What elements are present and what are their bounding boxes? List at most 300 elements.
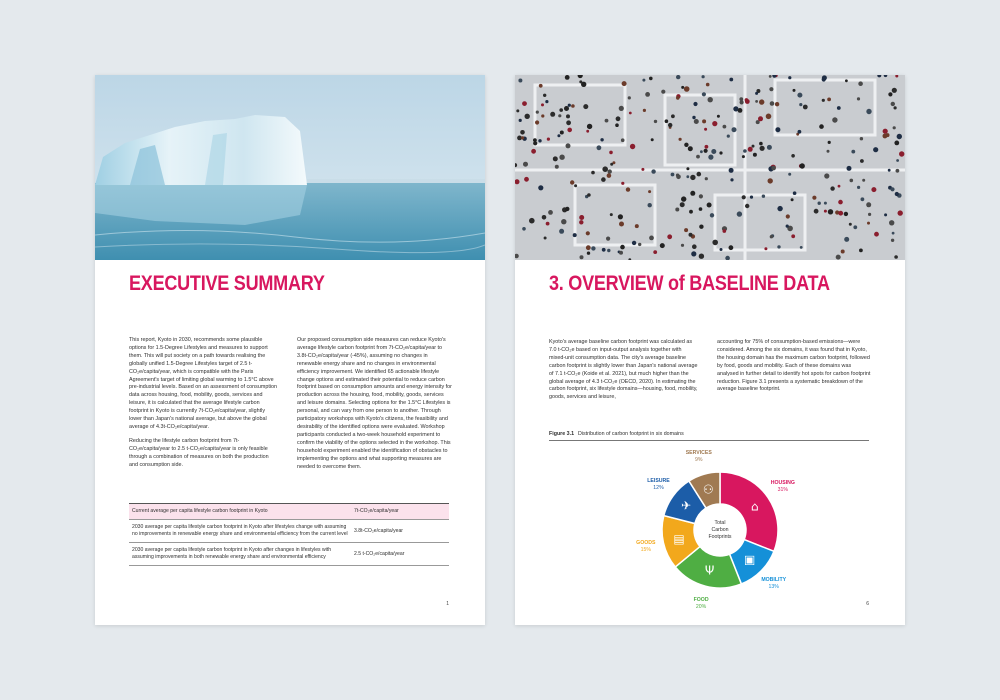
- person-dot: [729, 168, 734, 173]
- person-dot: [618, 214, 623, 219]
- person-dot: [521, 136, 524, 139]
- figure-caption: [549, 431, 869, 441]
- person-dot: [702, 75, 705, 78]
- body-column-2: [717, 339, 872, 400]
- person-dot: [635, 224, 639, 228]
- person-dot: [758, 116, 763, 121]
- iceberg-photo: [95, 75, 485, 260]
- person-dot: [702, 119, 706, 123]
- person-dot: [895, 192, 899, 196]
- slice-label-housing: [769, 480, 797, 494]
- person-dot: [676, 96, 680, 100]
- person-dot: [579, 215, 584, 220]
- person-dot: [654, 120, 657, 123]
- person-dot: [729, 245, 734, 250]
- person-dot: [638, 243, 641, 246]
- person-dot: [692, 244, 697, 249]
- slice-percent: 12%: [653, 485, 664, 492]
- person-dot: [573, 233, 577, 237]
- person-dot: [712, 121, 717, 126]
- person-dot: [697, 172, 702, 177]
- person-dot: [546, 222, 550, 226]
- slice-label-services: [685, 450, 713, 464]
- person-dot: [566, 114, 570, 118]
- person-dot: [571, 104, 575, 108]
- slice-percent: 20%: [695, 603, 707, 610]
- person-dot: [838, 200, 843, 205]
- person-dot: [547, 138, 550, 141]
- paragraph: Reducing the lifestyle carbon footprint from 7t-CO₂e/capita/year to 2.5 t-CO₂e/capita/year is only feasible through a combination of measures on both the production and consumption side.: [129, 437, 269, 468]
- person-dot: [538, 185, 543, 190]
- person-dot: [648, 203, 652, 207]
- shopping-bag-icon: ▤: [673, 532, 685, 547]
- person-dot: [803, 105, 808, 110]
- person-dot: [873, 147, 878, 152]
- person-dot: [550, 112, 555, 117]
- person-dot: [568, 104, 571, 107]
- person-dot: [786, 214, 790, 218]
- person-dot: [597, 145, 602, 150]
- person-dot: [862, 179, 865, 182]
- person-dot: [732, 127, 737, 132]
- person-dot: [621, 138, 625, 142]
- person-dot: [702, 92, 706, 96]
- person-dot: [533, 138, 537, 142]
- person-dot: [520, 130, 525, 135]
- person-dot: [694, 119, 699, 124]
- person-dot: [620, 245, 625, 250]
- body-column-2: [297, 337, 452, 477]
- person-dot: [770, 235, 773, 238]
- person-dot: [828, 141, 831, 144]
- person-dot: [686, 167, 689, 170]
- person-dot: [689, 233, 693, 237]
- person-dot: [791, 234, 795, 238]
- person-dot: [522, 101, 527, 106]
- person-dot: [690, 175, 695, 180]
- person-dot: [777, 245, 780, 248]
- person-dot: [775, 102, 779, 106]
- person-dot: [798, 130, 802, 134]
- person-dot: [729, 78, 733, 82]
- person-dot: [660, 243, 665, 248]
- table-row: [129, 520, 449, 543]
- person-dot: [871, 187, 876, 192]
- person-dot: [616, 116, 621, 121]
- person-dot: [607, 173, 612, 178]
- person-dot: [686, 175, 689, 178]
- person-dot: [523, 162, 528, 167]
- person-dot: [645, 92, 650, 97]
- person-dot: [671, 114, 675, 118]
- table-row: [129, 504, 449, 520]
- person-dot: [851, 150, 855, 154]
- person-dot: [867, 222, 870, 225]
- person-dot: [894, 255, 898, 259]
- person-dot: [648, 190, 651, 193]
- person-dot: [555, 165, 559, 169]
- person-dot: [543, 94, 546, 97]
- person-dot: [850, 179, 854, 183]
- slice-label-mobility: [760, 577, 788, 591]
- person-dot: [828, 209, 833, 214]
- person-dot: [609, 151, 613, 155]
- person-dot: [587, 252, 590, 255]
- person-dot: [892, 88, 897, 93]
- person-dot: [580, 255, 584, 259]
- person-dot: [544, 237, 547, 240]
- person-dot: [755, 100, 758, 103]
- person-dot: [775, 127, 780, 132]
- person-dot: [896, 159, 899, 162]
- person-dot: [630, 144, 635, 149]
- person-dot: [824, 173, 829, 178]
- person-dot: [651, 138, 654, 141]
- person-dot: [529, 218, 535, 224]
- person-dot: [793, 89, 796, 92]
- person-dot: [516, 109, 519, 112]
- paragraph: This report, Kyoto in 2030, recommends some plausible options for 1.5-Degree Lifestyles and measures to support them. This will put society on a path towards realising the globally unified 1.5-Degree Lifestyles target of 2.5 t-CO₂e/capita/year, which is compatible with the Paris Agreement's target of limiting global warming to 1.5°C above pre-industrial levels. Based on an assessment of consumption data across housing, food, mobility, goods, services and leisure, it is calculated that the average lifestyle carbon footprint in Kyoto is currently 7t-CO₂e/capita/year, slightly lower than Japan's national average, but above the global average of 4.3t-CO₂e/capita/year.: [129, 337, 278, 430]
- person-dot: [628, 96, 631, 99]
- person-dot: [786, 225, 789, 228]
- person-dot: [559, 155, 564, 160]
- person-dot: [641, 168, 644, 171]
- person-dot: [797, 93, 802, 98]
- person-dot: [800, 163, 805, 168]
- person-dot: [684, 86, 690, 92]
- person-dot: [676, 174, 679, 177]
- person-dot: [619, 222, 624, 227]
- person-dot: [898, 210, 903, 215]
- person-dot: [845, 79, 848, 82]
- person-dot: [720, 248, 723, 251]
- body-column-1: [129, 337, 279, 476]
- person-dot: [558, 114, 561, 117]
- crowd-photo: [515, 75, 905, 260]
- person-dot: [800, 246, 803, 249]
- person-dot: [591, 246, 595, 250]
- house-icon: ⌂: [750, 499, 759, 514]
- slice-label-leisure: [645, 478, 673, 492]
- person-dot: [769, 75, 772, 78]
- person-dot: [692, 116, 695, 119]
- page-number: 1: [446, 601, 449, 607]
- person-dot: [610, 163, 613, 166]
- person-dot: [559, 229, 564, 234]
- person-dot: [705, 177, 708, 180]
- person-dot: [629, 112, 632, 115]
- person-dot: [691, 251, 696, 256]
- person-dot: [643, 109, 646, 112]
- person-dot: [893, 126, 896, 129]
- person-dot: [681, 196, 686, 201]
- paragraph: Our proposed consumption side measures can reduce Kyoto's average lifestyle carbon footprint from 7t-CO₂e/capita/year to 3.8t-CO₂e/capita/year (-45%), assuming no changes in renewable energy share and no changes in environmental efficiency improvement. We identified 65 actionable lifestyle change options and estimated their potential to reduce carbon footprint based on consumption amounts and energy intensity for production across the housing, food, mobility, goods, services and leisure domains. Selecting options for the 1.5°C Lifestyles is personal, and can vary from one person to another. Through participatory workshops with Kyoto's citizens, the feasibility and desirability of the identified options were evaluated. Workshop participants conducted a two-week household experiment to confirm the viability of the options selected in the workshop. This household experiment enabled the identification of obstacles to implementing the options and what supporting measures are needed to overcome them.: [297, 337, 452, 470]
- person-dot: [565, 207, 569, 211]
- person-dot: [737, 211, 742, 216]
- person-dot: [759, 142, 763, 146]
- person-dot: [708, 97, 713, 102]
- person-dot: [743, 149, 747, 153]
- person-dot: [548, 210, 553, 215]
- people-icon: ⚇: [702, 482, 714, 497]
- person-dot: [699, 254, 704, 259]
- person-dot: [866, 109, 871, 114]
- person-dot: [791, 154, 795, 158]
- person-dot: [579, 80, 582, 83]
- person-dot: [699, 225, 703, 229]
- person-dot: [615, 123, 619, 127]
- person-dot: [866, 202, 871, 207]
- person-dot: [822, 99, 825, 102]
- person-dot: [824, 202, 827, 205]
- person-dot: [899, 151, 904, 156]
- person-dot: [560, 131, 564, 135]
- person-dot: [661, 90, 665, 94]
- slice-percent: 9%: [695, 457, 703, 464]
- person-dot: [704, 128, 707, 131]
- person-dot: [818, 202, 821, 205]
- page-heading: EXECUTIVE SUMMARY: [129, 272, 325, 295]
- person-dot: [861, 197, 865, 201]
- slice-label-food: [687, 597, 715, 611]
- person-dot: [793, 191, 797, 195]
- person-dot: [868, 213, 871, 216]
- fork-knife-icon: Ψ: [704, 563, 715, 578]
- person-dot: [723, 229, 727, 233]
- slice-name: SERVICES: [685, 450, 712, 457]
- person-dot: [566, 143, 571, 148]
- person-dot: [566, 120, 571, 125]
- slice-percent: 15%: [640, 546, 652, 553]
- person-dot: [799, 103, 802, 106]
- person-dot: [857, 186, 860, 189]
- person-dot: [853, 225, 857, 229]
- person-dot: [745, 98, 749, 102]
- person-dot: [681, 244, 684, 247]
- person-dot: [739, 97, 743, 101]
- person-dot: [742, 155, 745, 158]
- person-dot: [565, 75, 570, 80]
- person-dot: [762, 195, 765, 198]
- person-dot: [524, 177, 529, 182]
- person-dot: [525, 114, 530, 119]
- person-dot: [699, 207, 703, 211]
- footprint-summary-table: [129, 503, 449, 566]
- person-dot: [704, 149, 708, 153]
- person-dot: [788, 173, 791, 176]
- slice-percent: 31%: [777, 487, 789, 494]
- slice-name: FOOD: [693, 596, 709, 603]
- person-dot: [586, 130, 589, 133]
- person-dot: [679, 138, 682, 141]
- person-dot: [632, 241, 636, 245]
- person-dot: [642, 79, 645, 82]
- person-dot: [621, 182, 624, 185]
- person-dot: [874, 232, 879, 237]
- table-cell-value: 2.5 t-CO₂e/capita/year: [354, 550, 405, 557]
- paragraph: accounting for 75% of consumption-based emissions—were considered. Among the six domains, it was found that in Kyoto, the housing domain has the maximum carbon footprint, followed by food, goods and mobility. Each of these domains was analysed in further detail to identify hot spots for carbon footprint reduction. Figure 3.1 presents a systematic breakdown of the average baseline footprint.: [717, 339, 871, 393]
- person-dot: [668, 123, 672, 127]
- person-dot: [838, 211, 843, 216]
- person-dot: [827, 98, 831, 102]
- page-heading: 3. OVERVIEW of BASELINE DATA: [549, 272, 830, 295]
- person-dot: [710, 213, 714, 217]
- person-dot: [745, 204, 749, 208]
- iceberg-image: [95, 75, 485, 260]
- person-dot: [819, 124, 824, 129]
- person-dot: [586, 231, 590, 235]
- person-dot: [518, 79, 522, 83]
- person-dot: [626, 187, 630, 191]
- person-dot: [844, 237, 849, 242]
- person-dot: [738, 108, 743, 113]
- person-dot: [605, 119, 609, 123]
- person-dot: [681, 86, 684, 89]
- person-dot: [894, 106, 897, 109]
- person-dot: [707, 203, 712, 208]
- person-dot: [888, 92, 892, 96]
- person-dot: [858, 81, 863, 86]
- person-dot: [891, 239, 894, 242]
- person-dot: [883, 129, 888, 134]
- person-dot: [541, 114, 544, 117]
- person-dot: [723, 125, 727, 129]
- person-dot: [719, 151, 722, 154]
- person-dot: [700, 150, 703, 153]
- person-dot: [830, 186, 834, 190]
- person-dot: [570, 180, 574, 184]
- person-dot: [892, 232, 895, 235]
- person-dot: [814, 209, 819, 214]
- person-dot: [860, 137, 863, 140]
- person-dot: [755, 92, 758, 95]
- person-dot: [767, 145, 772, 150]
- person-dot: [788, 76, 791, 79]
- person-dot: [891, 102, 895, 106]
- crowd-image: [515, 75, 905, 260]
- person-dot: [759, 99, 764, 104]
- airplane-icon: ✈: [680, 498, 692, 513]
- person-dot: [587, 124, 592, 129]
- person-dot: [602, 248, 606, 252]
- person-dot: [836, 255, 841, 260]
- person-dot: [693, 102, 697, 106]
- person-dot: [567, 128, 572, 133]
- person-dot: [667, 234, 672, 239]
- person-dot: [750, 196, 753, 199]
- person-dot: [606, 237, 610, 241]
- person-dot: [675, 208, 679, 212]
- person-dot: [822, 75, 827, 80]
- person-dot: [688, 146, 693, 151]
- person-dot: [711, 149, 716, 154]
- person-dot: [561, 219, 566, 224]
- person-dot: [770, 101, 775, 106]
- person-dot: [653, 250, 657, 254]
- person-dot: [859, 249, 863, 253]
- person-dot: [542, 215, 547, 220]
- slice-percent: 13%: [768, 583, 779, 590]
- slice-label-goods: [632, 540, 660, 554]
- person-dot: [766, 114, 772, 120]
- person-dot: [680, 202, 685, 207]
- person-dot: [769, 87, 773, 91]
- person-dot: [622, 81, 627, 86]
- person-dot: [600, 138, 603, 141]
- person-dot: [705, 145, 709, 149]
- person-dot: [890, 187, 894, 191]
- person-dot: [690, 191, 695, 196]
- person-dot: [591, 171, 595, 175]
- person-dot: [522, 227, 526, 231]
- figure-title: Distribution of carbon footprint in six domains: [578, 431, 684, 437]
- person-dot: [539, 84, 543, 88]
- person-dot: [841, 250, 845, 254]
- donut-chart: [620, 445, 820, 615]
- person-dot: [541, 103, 544, 106]
- person-dot: [764, 247, 767, 250]
- person-dot: [760, 146, 765, 151]
- person-dot: [832, 117, 837, 122]
- person-dot: [619, 106, 624, 111]
- person-dot: [849, 223, 852, 226]
- person-dot: [684, 143, 688, 147]
- person-dot: [727, 135, 730, 138]
- person-dot: [649, 77, 653, 81]
- person-dot: [671, 173, 675, 177]
- person-dot: [889, 220, 894, 225]
- person-dot: [545, 100, 548, 103]
- person-dot: [791, 198, 794, 201]
- figure-number: Figure 3.1: [549, 431, 575, 437]
- person-dot: [553, 156, 558, 161]
- slice-name: LEISURE: [647, 478, 670, 485]
- person-dot: [676, 75, 680, 79]
- person-dot: [559, 108, 563, 112]
- person-dot: [557, 134, 560, 137]
- person-dot: [712, 240, 718, 246]
- table-cell-label: 2030 average per capita lifestyle carbon footprint in Kyoto after lifestyles change with assuming no improvements in renewable energy share and environmental efficiency from the current level: [132, 524, 348, 537]
- person-dot: [535, 120, 539, 124]
- center-label-line1: Total: [714, 520, 726, 526]
- person-dot: [771, 166, 776, 171]
- person-dot: [579, 220, 583, 224]
- person-dot: [706, 83, 710, 87]
- person-dot: [812, 196, 816, 200]
- person-dot: [665, 119, 669, 123]
- person-dot: [847, 166, 852, 171]
- paragraph: Kyoto's average baseline carbon footprint was calculated as 7.0 t-CO₂e based on input-output analysis together with mixed-unit consumption data. The city's average baseline carbon footprint is slightly lower than Japan's national average of 7.1 t-CO₂e (Koide et al. 2021), but much higher than the global average of 4.3 t-CO₂e (OECD, 2020). In estimating the carbon footprint, six lifestyle domains—housing, food, mobility, goods, services and leisure,: [549, 339, 698, 401]
- person-dot: [768, 178, 773, 183]
- person-dot: [894, 141, 899, 146]
- slice-name: HOUSING: [770, 480, 795, 487]
- car-icon: ▣: [744, 552, 756, 567]
- body-column-1: [549, 339, 699, 408]
- person-dot: [884, 213, 887, 216]
- person-dot: [601, 177, 606, 182]
- slice-name: GOODS: [636, 539, 656, 546]
- left-document-page: [95, 75, 485, 625]
- person-dot: [649, 236, 654, 241]
- person-dot: [689, 210, 693, 214]
- person-dot: [587, 193, 591, 197]
- person-dot: [696, 155, 700, 159]
- table-cell-label: Current average per capita lifestyle carbon footprint in Kyoto: [132, 508, 268, 514]
- person-dot: [538, 139, 541, 142]
- person-dot: [684, 228, 688, 232]
- table-cell-value: 3.8t-CO₂e/capita/year: [354, 527, 403, 534]
- person-dot: [777, 206, 782, 211]
